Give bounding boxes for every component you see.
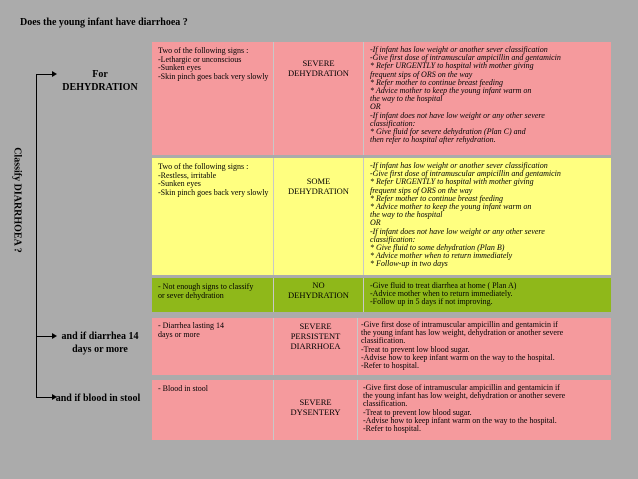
row-severe-persistent-diarrhoea bbox=[152, 318, 611, 375]
classification-cell: SEVERE PERSISTENT DIARRHOEA bbox=[290, 321, 341, 351]
classification-cell: SOME DEHYDRATION bbox=[288, 176, 349, 196]
classification-cell: SEVERE DEHYDRATION bbox=[288, 58, 349, 78]
signs-cell: - Diarrhea lasting 14 days or more bbox=[158, 321, 224, 339]
classify-diarrhoea-label bbox=[2, 120, 32, 280]
blood-in-stool-label: and if blood in stool bbox=[55, 393, 141, 404]
signs-cell: Two of the following signs : -Lethargic or unconscious -Sunken eyes -Skin pinch goes back very slowly bbox=[158, 46, 269, 81]
row-no-dehydration bbox=[152, 278, 611, 312]
signs-cell: - Not enough signs to classify or sever dehydration bbox=[158, 282, 254, 300]
treatment-cell: -Give fluid to treat diarrhea at home ( Plan A) -Advice mother when to return immediately. -Follow up in 5 days if not improving. bbox=[370, 281, 517, 307]
for-dehydration-label: For DEHYDRATION bbox=[62, 69, 138, 93]
row-some-dehydration bbox=[152, 158, 611, 275]
signs-cell: - Blood in stool bbox=[158, 384, 209, 393]
row-severe-dehydration bbox=[152, 42, 611, 155]
treatment-cell: -Give first dose of intramuscular ampicillin and gentamicin if the young infant has low weight, dehydration or another severe classification. -Treat to prevent low blood sugar. -Advise how to keep infant warm on the way to the hospital. -Refer to hospital. bbox=[363, 383, 566, 434]
main-connector-line bbox=[36, 74, 37, 397]
classification-cell: SEVERE DYSENTERY bbox=[290, 397, 341, 417]
row-severe-dysentery bbox=[152, 380, 611, 440]
treatment-cell: -If infant has low weight or another sever classification -Give first dose of intramuscular ampicillin and gentamicin * Refer URGENTLY to hospital with mother giving frequent sips of ORS on the way * Refer mother to continue breast feeding * Advice mother to keep the young infant warm on the way to the hospital OR -If infant does not have low weight or any other severe classification: * Give fluid for severe dehydration (Plan C) and then refer to hospital after rehydration. bbox=[370, 45, 561, 145]
diarrhoea-14-days-label: and if diarrhea 14 days or more bbox=[61, 331, 139, 355]
treatment-cell: -Give first dose of intramuscular ampicillin and gentamicin if the young infant has low weight, dehydration or another severe classification. -Treat to prevent low blood sugar. -Advise how to keep infant warm on the way to the hospital. -Refer to hospital. bbox=[361, 320, 564, 371]
page-title: Does the young infant have diarrhoea ? bbox=[20, 17, 188, 28]
classification-cell: NO DEHYDRATION bbox=[288, 280, 349, 300]
treatment-cell: -If infant has low weight or another sever classification -Give first dose of intramuscular ampicillin and gentamicin * Refer URGENTLY to hospital with mother giving frequent sips of ORS on the way * Refer mother to continue breast feeding * Advice mother to keep the young infant warm on the way to the hospital OR -If infant does not have low weight or any other severe classification: * Give fluid to some dehydration (Plan B) * Advice mother when to return immediately * Follow-up in two days bbox=[370, 161, 561, 269]
classify-diarrhoea-text: Classify DIARRHOEA ? bbox=[11, 147, 23, 253]
signs-cell: Two of the following signs : -Restless, irritable -Sunken eyes -Skin pinch goes back very slowly bbox=[158, 162, 269, 197]
